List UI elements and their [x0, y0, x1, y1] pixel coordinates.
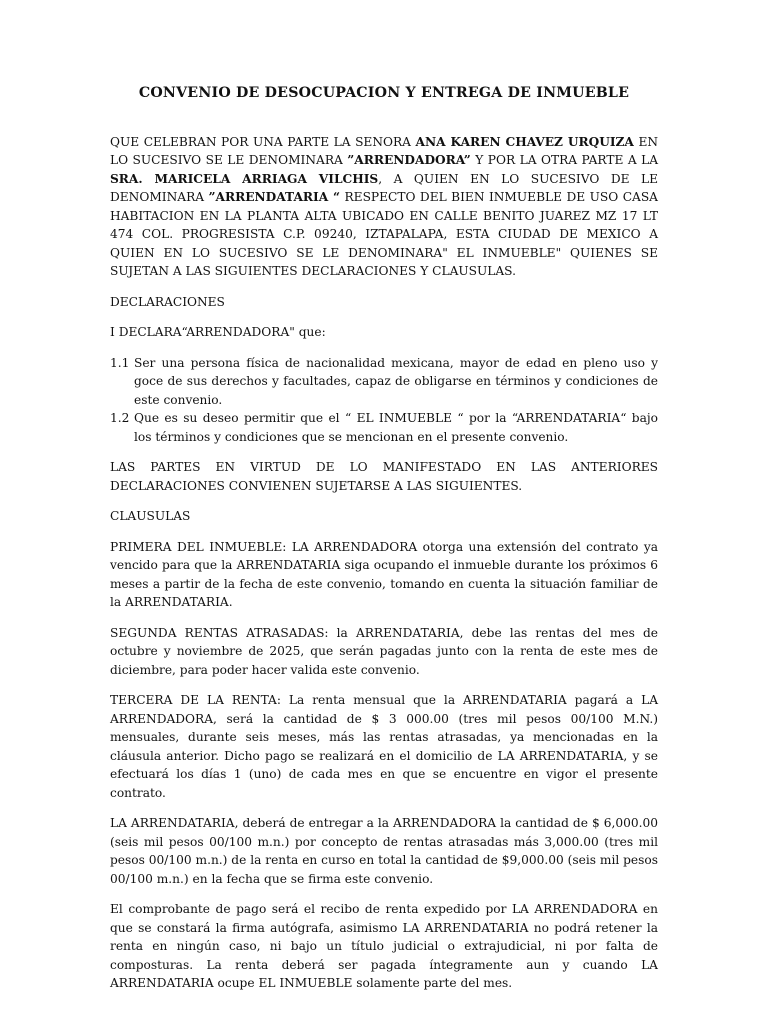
- arrendataria-label: ”ARRENDATARIA “: [208, 190, 341, 204]
- clause-tercera: TERCERA DE LA RENTA: La renta mensual que la ARRENDATARIA pagará a LA ARRENDADORA, será la cantidad de $ 3 000.00 (tres mil pesos 00/100 M.N.) mensuales, durante seis meses, más las rentas atrasadas, ya mencionadas en la cláusula anterior. Dicho pago se realizará en el domicilio de LA ARRENDATARIA, y se efectuará los días 1 (uno) de cada mes en que se encuentre en vigor el presente contrato.: [110, 693, 658, 800]
- clause-primera: PRIMERA DEL INMUEBLE: LA ARRENDADORA otorga una extensión del contrato ya vencido para que la ARRENDATARIA siga ocupando el inmueble durante los próximos 6 meses a partir de la fecha de este convenio, tomando en cuenta la situación familiar de la ARRENDATARIA.: [110, 539, 658, 609]
- declara-heading: I DECLARA“ARRENDADORA" que:: [110, 325, 326, 339]
- intro-paragraph: [110, 133, 658, 281]
- intro-text-5: RESPECTO DEL BIEN INMUEBLE DE USO CASA HABITACION EN LA PLANTA ALTA UBICADO EN CALLE BENITO JUAREZ MZ 17 LT 474 COL. PROGRESISTA C.P. 09240, IZTAPALAPA, ESTA CIUDAD DE MEXICO A QUIEN EN LO SUCESIVO SE LE DENOMINARA" EL INMUEBLE" QUIENES SE SUJETAN A LAS SIGUIENTES DECLARACIONES Y CLAUSULAS.: [110, 190, 658, 278]
- intro-text-4: , A QUIEN EN LO SUCESIVO DE LE DENOMINARA: [110, 171, 658, 204]
- arrendadora-name: ANA KAREN CHAVEZ URQUIZA: [415, 134, 634, 149]
- declaraciones-heading: DECLARACIONES: [110, 294, 225, 309]
- partes-paragraph: LAS PARTES EN VIRTUD DE LO MANIFESTADO EN LAS ANTERIORES DECLARACIONES CONVIENEN SUJETARSE A LAS SIGUIENTES.: [110, 460, 658, 493]
- clause-comprobante: El comprobante de pago será el recibo de renta expedido por LA ARRENDADORA en que se constará la firma autógrafa, asimismo LA ARRENDATARIA no podrá retener la renta en ningún caso, ni bajo un título judicial o extrajudicial, ni por falta de composturas. La renta deberá ser pagada íntegramente aun y cuando LA ARRENDATARIA ocupe EL INMUEBLE solamente parte del mes.: [110, 902, 658, 990]
- declaration-number: 1.1: [110, 355, 130, 370]
- declaration-text: Que es su deseo permitir que el “ EL INMUEBLE “ por la “ARRENDATARIA“ bajo los términos y condiciones que se mencionan en el presente convenio.: [134, 411, 658, 444]
- declaration-number: 1.2: [110, 411, 130, 425]
- arrendataria-name: SRA. MARICELA ARRIAGA VILCHIS: [110, 171, 379, 186]
- declaration-text: Ser una persona física de nacionalidad mexicana, mayor de edad en pleno uso y goce de sus derechos y facultades, capaz de obligarse en términos y condiciones de este convenio.: [134, 355, 658, 407]
- intro-text-3: Y POR LA OTRA PARTE A LA: [470, 153, 658, 167]
- document-page: [110, 84, 658, 1005]
- clause-entrega: LA ARRENDATARIA, deberá de entregar a la ARRENDADORA la cantidad de $ 6,000.00 (seis mil pesos 00/100 m.n.) por concepto de rentas atrasadas más 3,000.00 (tres mil pesos 00/100 m.n.) de la renta en curso en total la cantidad de $9,000.00 (seis mil pesos 00/100 m.n.) en la fecha que se firma este convenio.: [110, 816, 658, 886]
- declaration-list: [110, 354, 658, 447]
- declaration-item: [110, 409, 658, 446]
- declaration-item: [110, 354, 658, 410]
- document-title: CONVENIO DE DESOCUPACION Y ENTREGA DE INMUEBLE: [138, 85, 630, 101]
- clause-segunda: SEGUNDA RENTAS ATRASADAS: la ARRENDATARIA, debe las rentas del mes de octubre y noviembre de 2025, que serán pagadas junto con la renta de este mes de diciembre, para poder hacer valida este convenio.: [110, 625, 658, 677]
- clausulas-heading: CLAUSULAS: [110, 509, 191, 523]
- arrendadora-label: ”ARRENDADORA”: [347, 153, 471, 167]
- intro-text-1: QUE CELEBRAN POR UNA PARTE LA SENORA: [110, 134, 416, 149]
- intro-text-2: EN LO SUCESIVO SE LE DENOMINARA: [110, 134, 659, 167]
